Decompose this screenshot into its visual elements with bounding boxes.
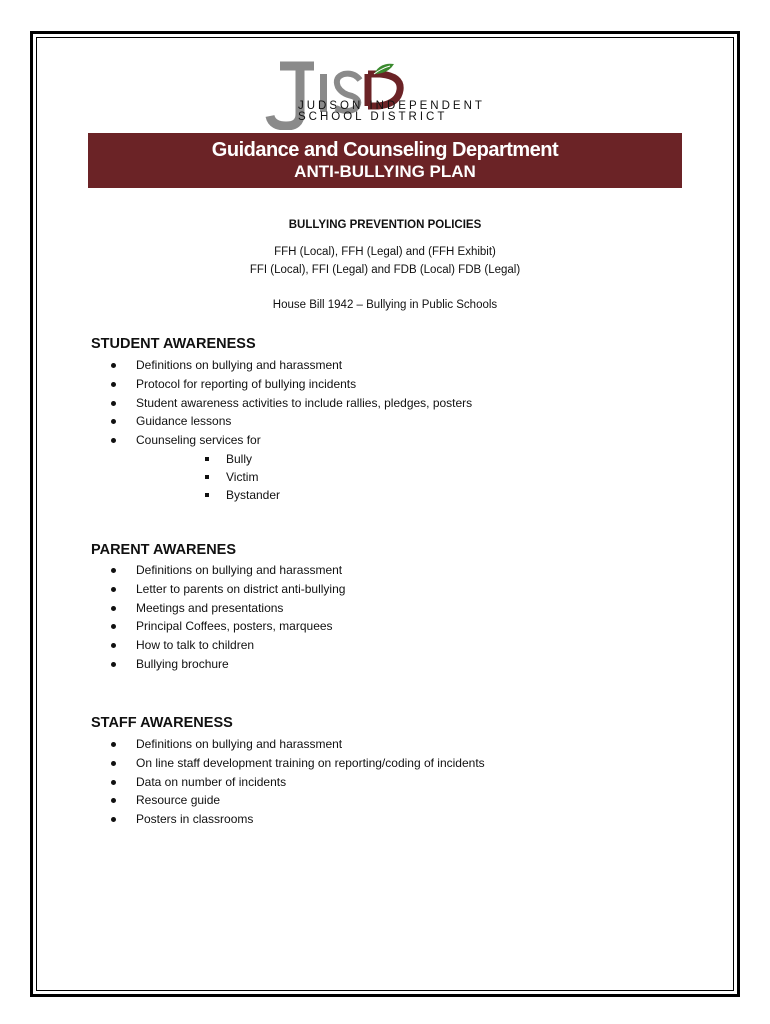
bullet-icon xyxy=(111,817,116,822)
list-item-text: Principal Coffees, posters, marquees xyxy=(136,619,333,634)
list-item-text: Protocol for reporting of bullying incidents xyxy=(136,376,357,391)
square-bullet-icon xyxy=(205,457,209,461)
student-awareness-list xyxy=(108,356,472,504)
bullet-icon xyxy=(111,643,116,648)
list-item xyxy=(108,655,345,674)
bullet-icon xyxy=(111,606,116,611)
bullet-icon xyxy=(111,419,116,424)
list-item xyxy=(108,754,485,773)
bullet-icon xyxy=(111,662,116,667)
sublist-item-text: Victim xyxy=(226,469,259,484)
bullet-icon xyxy=(111,742,116,747)
list-item-text: Posters in classrooms xyxy=(136,812,254,827)
list-item-text: Meetings and presentations xyxy=(136,600,284,615)
list-item xyxy=(108,791,485,810)
square-bullet-icon xyxy=(205,475,209,479)
policies-line-2: FFI (Local), FFI (Legal) and FDB (Local) FDB (Legal) xyxy=(249,264,521,276)
list-item xyxy=(108,773,485,792)
list-item-text: Data on number of incidents xyxy=(136,774,287,789)
list-item-text: Letter to parents on district anti-bullying xyxy=(136,581,346,596)
bullet-icon xyxy=(111,438,116,443)
list-item-text: Guidance lessons xyxy=(136,414,232,429)
sublist-item xyxy=(136,468,472,486)
list-item xyxy=(108,561,345,580)
staff-awareness-list xyxy=(108,735,485,829)
list-item xyxy=(108,735,485,754)
sublist-item-text: Bystander xyxy=(226,487,281,502)
bullet-icon xyxy=(111,780,116,785)
list-item xyxy=(108,431,472,504)
staff-awareness-heading: STAFF AWARENESS xyxy=(91,715,233,731)
bullet-icon xyxy=(111,401,116,406)
bullet-icon xyxy=(111,798,116,803)
bullet-icon xyxy=(111,382,116,387)
list-item-text: Resource guide xyxy=(136,793,221,808)
sublist-item xyxy=(136,486,472,504)
bullet-icon xyxy=(111,568,116,573)
sublist-item-text: Bully xyxy=(226,451,253,466)
list-item-text: Definitions on bullying and harassment xyxy=(136,358,343,372)
list-item xyxy=(108,580,345,599)
list-item xyxy=(108,412,472,431)
list-item xyxy=(108,375,472,394)
list-item-text: Bullying brochure xyxy=(136,656,229,671)
title-banner xyxy=(88,133,682,188)
list-item xyxy=(108,810,485,829)
list-item-text: Student awareness activities to include rallies, pledges, posters xyxy=(136,395,473,410)
list-item xyxy=(108,636,345,655)
logo-wordmark xyxy=(298,101,485,123)
square-bullet-icon xyxy=(205,493,209,497)
logo-line-1: JUDSON INDEPENDENT xyxy=(298,100,485,112)
bullet-icon xyxy=(111,761,116,766)
list-item-text: On line staff development training on reporting/coding of incidents xyxy=(136,755,485,770)
bullet-icon xyxy=(111,587,116,592)
parent-awareness-list xyxy=(108,561,345,674)
sublist-item xyxy=(136,450,472,468)
banner-subtitle: ANTI-BULLYING PLAN xyxy=(294,162,476,181)
house-bill-line: House Bill 1942 – Bullying in Public Schools xyxy=(272,299,498,311)
list-item-text: Definitions on bullying and harassment xyxy=(136,737,343,751)
banner-title: Guidance and Counseling Department xyxy=(211,139,559,161)
bullet-icon xyxy=(111,363,116,368)
policies-line-1: FFH (Local), FFH (Legal) and (FFH Exhibit) xyxy=(274,246,496,258)
policies-heading: BULLYING PREVENTION POLICIES xyxy=(288,219,482,231)
list-item-text: How to talk to children xyxy=(136,638,255,653)
list-item xyxy=(108,394,472,413)
list-item-text: Counseling services for xyxy=(136,433,261,448)
list-item-text: Definitions on bullying and harassment xyxy=(136,563,343,577)
counseling-sublist xyxy=(136,450,472,504)
list-item xyxy=(108,617,345,636)
logo-line-2: SCHOOL DISTRICT xyxy=(298,111,448,123)
list-item xyxy=(108,599,345,618)
list-item xyxy=(108,356,472,375)
bullet-icon xyxy=(111,624,116,629)
parent-awareness-heading: PARENT AWARENES xyxy=(91,542,237,558)
student-awareness-heading: STUDENT AWARENESS xyxy=(91,336,256,352)
